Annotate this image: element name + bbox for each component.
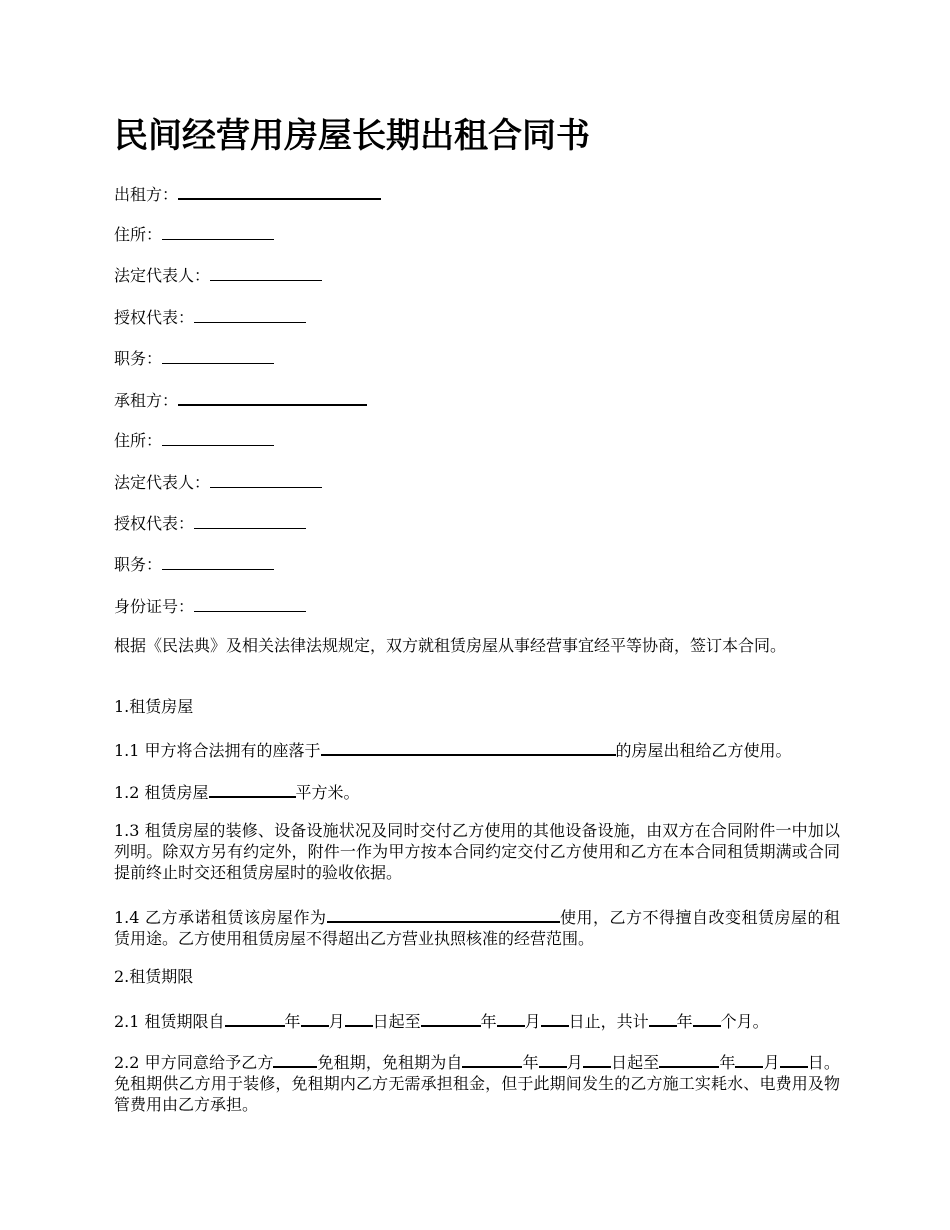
clause-1-2-text-b: 平方米。	[295, 782, 360, 802]
free-start-year-blank[interactable]	[462, 1049, 522, 1068]
start-month-blank[interactable]	[301, 1008, 329, 1027]
clause-1-2-text-a: 1.2 租赁房屋	[114, 782, 209, 802]
month-label: 月	[524, 1011, 541, 1031]
clause-1-1-text-b: 的房屋出租给乙方使用。	[615, 740, 792, 760]
end-day-blank[interactable]	[541, 1008, 569, 1027]
clause-1-4	[114, 904, 840, 949]
lessor-address-blank[interactable]	[162, 222, 274, 240]
lessee-position-label: 职务：	[114, 554, 163, 574]
lessor-auth-rep-blank[interactable]	[194, 305, 306, 323]
lessee-auth-rep-line	[114, 511, 306, 535]
month-label: 月	[328, 1011, 345, 1031]
lessee-address-label: 住所：	[114, 430, 163, 450]
lessee-address-line	[114, 428, 274, 452]
lessor-address-line	[114, 222, 274, 246]
year-label: 年	[676, 1011, 693, 1031]
clause-1-1	[114, 737, 792, 762]
lessee-id-blank[interactable]	[194, 594, 306, 612]
total-years-blank[interactable]	[649, 1008, 677, 1027]
day-to-label: 日止，共计	[568, 1011, 649, 1031]
free-end-year-blank[interactable]	[659, 1049, 719, 1068]
lessor-position-label: 职务：	[114, 348, 163, 368]
clause-2-2-text-b: 免租期，免租期为自	[317, 1052, 463, 1072]
preamble-paragraph: 根据《民法典》及相关法律法规规定，双方就租赁房屋从事经营事宜经平等协商，签订本合同。	[114, 636, 787, 655]
lessee-legal-rep-line	[114, 470, 322, 494]
clause-1-4-text-a: 1.4 乙方承诺租赁该房屋作为	[114, 907, 327, 927]
lessor-legal-rep-blank[interactable]	[210, 263, 322, 281]
lessee-auth-rep-blank[interactable]	[194, 511, 306, 529]
section-1-heading: 1.租赁房屋	[114, 697, 194, 716]
month-label: 月	[566, 1052, 583, 1072]
free-end-month-blank[interactable]	[735, 1049, 763, 1068]
clause-2-2-text-a: 2.2 甲方同意给予乙方	[114, 1052, 274, 1072]
lessee-name-blank[interactable]	[178, 387, 367, 406]
lessee-id-line	[114, 594, 306, 618]
clause-1-1-text-a: 1.1 甲方将合法拥有的座落于	[114, 740, 321, 760]
lessor-name-blank[interactable]	[178, 181, 381, 200]
year-label: 年	[480, 1011, 497, 1031]
lessee-auth-rep-label: 授权代表：	[114, 513, 195, 533]
lessor-address-label: 住所：	[114, 224, 163, 244]
lessee-address-blank[interactable]	[162, 428, 274, 446]
free-start-month-blank[interactable]	[539, 1049, 567, 1068]
clause-1-2	[114, 779, 360, 804]
lessee-legal-rep-label: 法定代表人：	[114, 472, 211, 492]
usage-purpose-blank[interactable]	[327, 904, 560, 923]
months-label: 个月。	[720, 1011, 769, 1031]
rent-free-period-blank[interactable]	[273, 1049, 317, 1068]
lessee-position-line	[114, 552, 274, 576]
start-year-blank[interactable]	[225, 1008, 285, 1027]
lessee-label: 承租方：	[114, 390, 179, 410]
lessor-label: 出租方：	[114, 184, 179, 204]
year-label: 年	[522, 1052, 539, 1072]
lessee-position-blank[interactable]	[162, 552, 274, 570]
lessor-position-line	[114, 346, 274, 370]
end-year-blank[interactable]	[421, 1008, 481, 1027]
start-day-blank[interactable]	[345, 1008, 373, 1027]
property-location-blank[interactable]	[321, 737, 616, 756]
lessee-id-label: 身份证号：	[114, 596, 195, 616]
lessor-auth-rep-line	[114, 305, 306, 329]
year-label: 年	[284, 1011, 301, 1031]
end-month-blank[interactable]	[497, 1008, 525, 1027]
lessor-line	[114, 181, 381, 206]
clause-2-2	[114, 1049, 840, 1115]
day-from-label: 日起至	[372, 1011, 421, 1031]
lessee-line	[114, 387, 367, 412]
area-blank[interactable]	[209, 779, 296, 798]
clause-1-3: 1.3 租赁房屋的装修、设备设施状况及同时交付乙方使用的其他设备设施，由双方在合同附件一中加以列明。除双方另有约定外，附件一作为甲方按本合同约定交付乙方使用和乙方在本合同租赁期满或合同提前终止时交还租赁房屋时的验收依据。	[114, 821, 840, 882]
lessor-position-blank[interactable]	[162, 346, 274, 364]
section-2-heading: 2.租赁期限	[114, 967, 194, 986]
free-start-day-blank[interactable]	[583, 1049, 611, 1068]
clause-2-1-text-a: 2.1 租赁期限自	[114, 1011, 225, 1031]
total-months-blank[interactable]	[693, 1008, 721, 1027]
lessor-legal-rep-label: 法定代表人：	[114, 265, 211, 285]
clause-2-2-text-tail: 日。免租期供乙方用于装修，免租期内乙方无需承担租金，但于此期间发生的乙方施工实耗水、电费用及物管费用由乙方承担。	[114, 1052, 840, 1114]
lessor-legal-rep-line	[114, 263, 322, 287]
lessor-auth-rep-label: 授权代表：	[114, 307, 195, 327]
clause-1-4-text-b: 使用，乙方不得擅自改变租赁房屋的租赁用途。乙方使用租赁房屋不得超出乙方营业执照核准的经营范围。	[114, 907, 840, 948]
lessee-legal-rep-blank[interactable]	[210, 470, 322, 488]
free-end-day-blank[interactable]	[780, 1049, 808, 1068]
day-from-label: 日起至	[610, 1052, 660, 1072]
document-title: 民间经营用房屋长期出租合同书	[114, 116, 590, 156]
month-label: 月	[763, 1052, 780, 1072]
clause-2-1	[114, 1008, 769, 1033]
year-label: 年	[719, 1052, 736, 1072]
